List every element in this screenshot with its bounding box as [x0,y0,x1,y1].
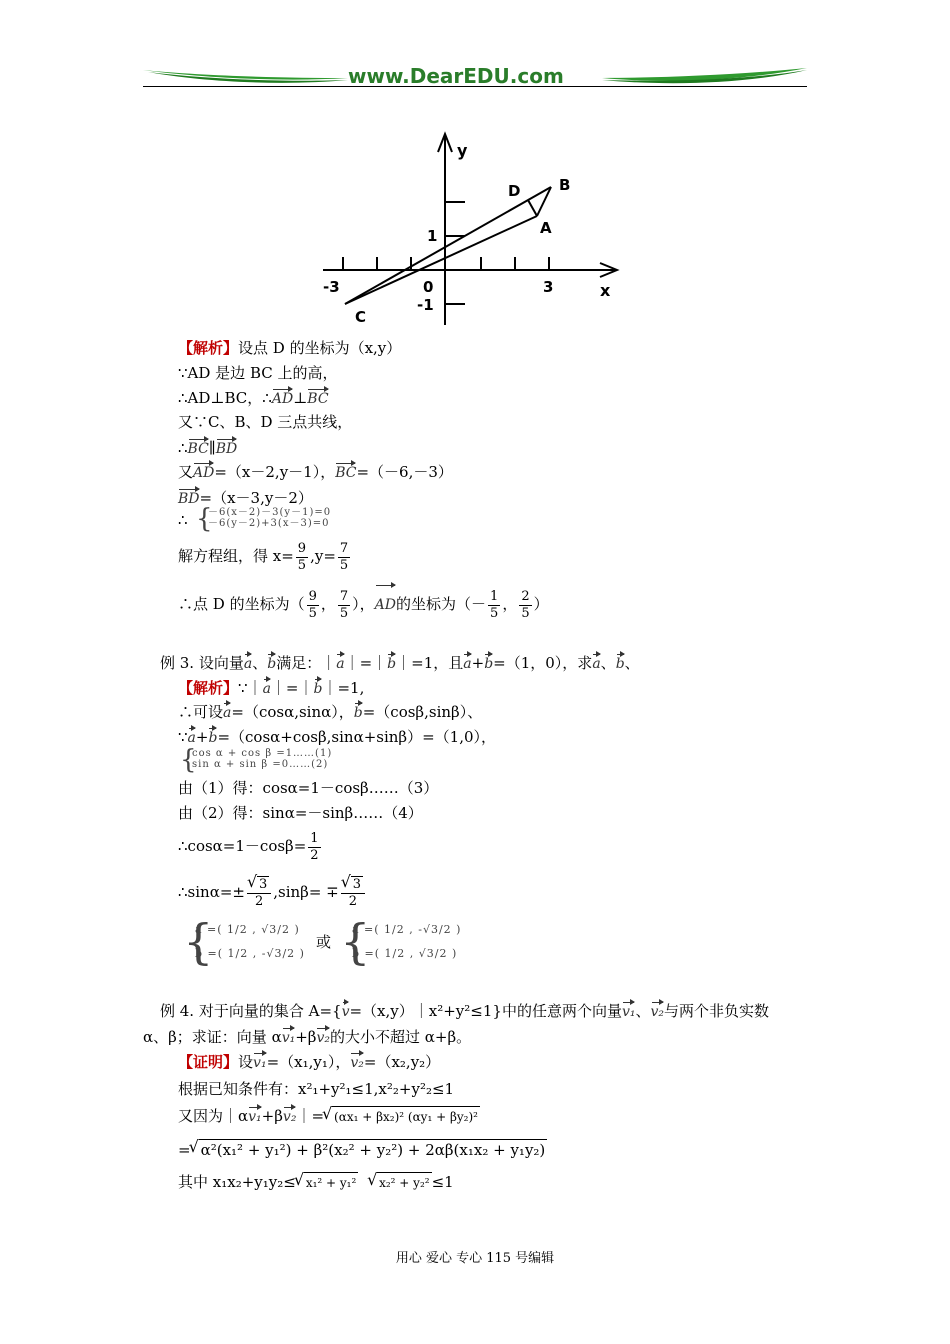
solution1-line8: ∴ [178,511,188,529]
analysis-tag: 【解析】 [178,679,239,697]
solution1-line2: ∵AD 是边 BC 上的高， [178,364,338,382]
analysis-tag: 【解析】 [178,339,239,357]
vector-BC: BC [307,386,328,409]
page-footer: 用心 爱心 专心 115 号编辑 [395,1251,555,1266]
solution1-line10: ∴点 D 的坐标为（ $\frac{9}{5}$ ， $\frac{7}{5}$ ），AD的坐标为（－ $\frac{1}{5}$ ， $\frac{2}{5}$ ） [178,582,549,625]
banner-swoosh-left [143,62,353,92]
example4-proof-line2: 根据已知条件有：x²₁+y²₁≤1,x²₂+y²₂≤1 [178,1080,455,1098]
example4-proof-line3: 又因为｜αv₁+βv₂｜=√ (αx₁ + βx₂)² (αy₁ + βy₂)² [178,1104,480,1127]
header-rule [143,86,807,87]
x-axis-label: x [600,281,611,300]
solution1-line7: BD=（x－3,y－2） [178,486,313,509]
point-A-label: A [540,219,552,237]
banner-swoosh-right [597,62,807,92]
solution1-line4: 又∵C、B、D 三点共线， [178,413,353,431]
example3-line2: ∴可设a=（cosα,sinα），b=（cosβ,sinβ）、 [178,700,482,723]
segment-CB [345,187,554,304]
solution1-line6: 又AD=（x－2,y－1），BC=（－6,－3） [178,460,453,483]
equation-system-1: { －6(x－2)－3(y－1)=0 －6(y－2)+3(x－3)=0 [196,504,332,534]
vector-BC: BC [188,436,209,459]
example4-title-line2: α、β；求证：向量 αv₁+βv₂的大小不超过 α+β。 [143,1025,471,1048]
point-C-label: C [355,308,367,326]
vector-BD: BD [216,436,238,459]
header-banner [143,62,807,92]
example4-proof-line5: 其中 x₁x₂+y₁y₂≤√ x₁² + y₁² √ x₂² + y₂² ≤1 [178,1172,454,1193]
example3-title: 例 3. 设向量a、b满足：｜a｜=｜b｜=1，且a+b=（1，0），求a、b、 [160,651,640,674]
result-system-1: { a =( 1/2 , √3/2 ) b =( 1/2 , -√3/2 ) [183,914,305,970]
brand-text: www.DearEDU.com [348,64,564,88]
equation-system-2: { cos α + cos β =1……(1) sin α + sin β =0……(2) [180,745,333,775]
example4-proof-line1: 【证明】设v₁=（x₁,y₁），v₂=（x₂,y₂） [178,1050,440,1073]
point-D-label: D [508,182,521,200]
y-axis-label: y [457,141,468,160]
coordinate-figure [315,130,635,330]
example4-proof-line4: =√ α²(x₁² + y₁²) + β²(x₂² + y₂²) + 2αβ(x₁x₂ + y₁y₂) [178,1139,547,1160]
tick-label-x3: 3 [543,278,554,296]
solution1-line9: 解方程组，得 x= $\frac{9}{5}$ ,y= $\frac{7}{5}$ [178,540,349,573]
solution1-line3: ∴AD⊥BC，∴AD⊥BC [178,386,329,409]
tick-label-x-neg3: -3 [323,278,340,296]
result-system-2: { a =( 1/2 , -√3/2 ) b =( 1/2 , √3/2 ) [340,914,462,970]
solution1-line5: ∴BC∥BD [178,436,237,459]
vector-AD: AD [272,386,293,409]
point-B-label: B [559,176,571,194]
proof-tag: 【证明】 [178,1053,239,1071]
example3-line6: ∴cosα=1－cosβ= $\frac{1}{2}$ [178,830,319,863]
segment-CA [345,216,537,304]
or-label: 或 [316,933,332,951]
tick-label-origin: 0 [423,278,434,296]
example3-line3: ∵a+b=（cosα+cosβ,sinα+sinβ）=（1,0）， [178,725,496,748]
tick-label-y1: 1 [427,227,438,245]
example3-line1: 【解析】∵｜a｜=｜b｜=1, [178,676,364,699]
example4-title: 例 4. 对于向量的集合 A={v=（x,y）｜x²+y²≤1}中的任意两个向量v₁、v₂与两个非负实数 [160,999,769,1022]
segment-AD [528,200,537,216]
example3-line7: ∴sinα=± √ $\frac{3}{2}$ ,sinβ= ∓ √ $\frac{3}{2}$ [178,872,367,912]
example3-line5: 由（2）得：sinα=－sinβ……（4） [178,804,423,822]
tick-label-y-neg1: -1 [417,296,434,314]
solution1-line1: 【解析】设点 D 的坐标为（x,y） [178,339,402,357]
example3-line4: 由（1）得：cosα=1－cosβ……（3） [178,779,439,797]
